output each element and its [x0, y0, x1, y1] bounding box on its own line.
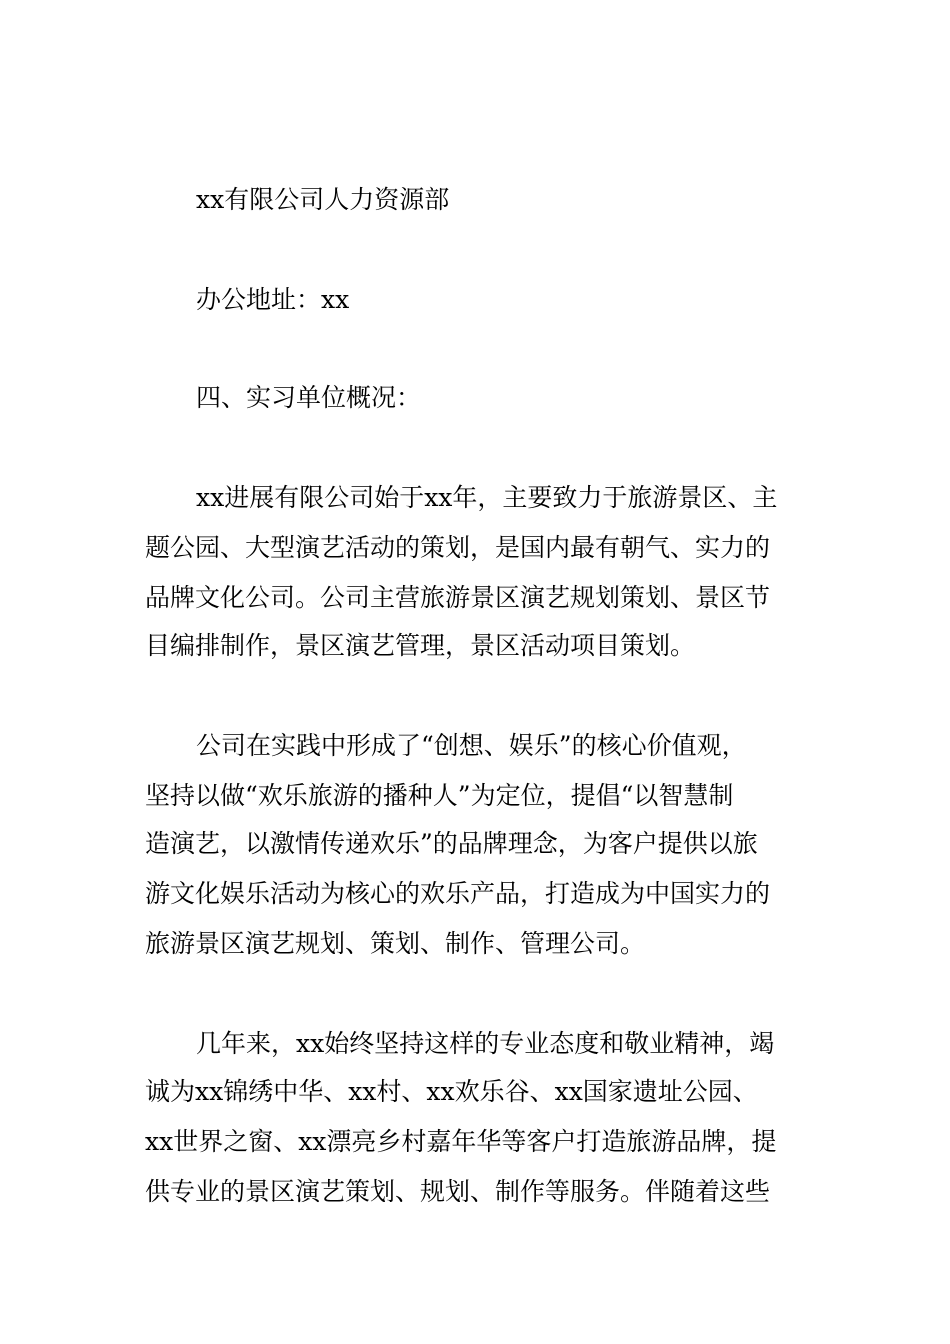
paragraph-line: 坚持以做“欢乐旅游的播种人”为定位，提倡“以智慧制 — [145, 781, 734, 810]
paragraph-line: 诚为xx锦绣中华、xx村、xx欢乐谷、xx国家遗址公园、 — [145, 1077, 758, 1106]
paragraph-line: 几年来，xx始终坚持这样的专业态度和敬业精神，竭 — [196, 1029, 775, 1058]
paragraph-line: 供专业的景区演艺策划、规划、制作等服务。伴随着这些 — [145, 1177, 771, 1206]
paragraph-line: 公司在实践中形成了“创想、娱乐”的核心价值观， — [196, 731, 747, 760]
paragraph-line: 旅游景区演艺规划、策划、制作、管理公司。 — [145, 929, 646, 958]
office-address: 办公地址：xx — [196, 285, 350, 314]
paragraph-line: 题公园、大型演艺活动的策划，是国内最有朝气、实力的 — [145, 533, 771, 562]
paragraph-line: 品牌文化公司。公司主营旅游景区演艺规划策划、景区节 — [145, 583, 771, 612]
paragraph-line: xx世界之窗、xx漂亮乡村嘉年华等客户打造旅游品牌，提 — [145, 1127, 777, 1156]
section-heading: 四、实习单位概况： — [196, 383, 422, 412]
company-department: xx有限公司人力资源部 — [196, 185, 450, 214]
paragraph-line: 目编排制作，景区演艺管理，景区活动项目策划。 — [145, 631, 696, 660]
paragraph-line: xx进展有限公司始于xx年，主要致力于旅游景区、主 — [196, 483, 778, 512]
paragraph-line: 造演艺，以激情传递欢乐”的品牌理念，为客户提供以旅 — [145, 829, 758, 858]
paragraph-line: 游文化娱乐活动为核心的欢乐产品，打造成为中国实力的 — [145, 879, 771, 908]
